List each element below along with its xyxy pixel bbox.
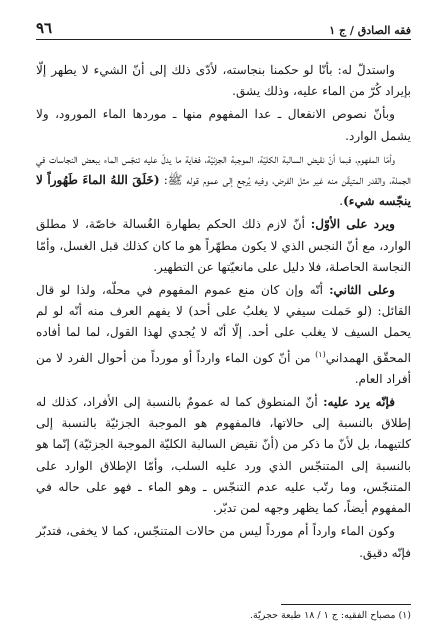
paragraph: [36, 149, 411, 213]
header-rule: [36, 39, 411, 40]
paragraph-lead: فإنّه يرد عليه:: [323, 395, 395, 410]
paragraph-text: أنّ لازم ذلك الحكم بطهارة الغُسالة خاصّة، لا مطلق الوارد، مع أنّ النجس الذي لا يكون مطهّراً هو ما كان كذلك قبل الغسل، وأمّا النجاسة الحاصلة، فلا دليل على مانعيّتها عن التطهير.: [36, 217, 411, 274]
paragraph: [36, 280, 411, 390]
paragraph: [36, 214, 411, 278]
page-number: ٩٦: [36, 19, 53, 37]
paragraph: [36, 104, 411, 146]
paragraph: [36, 60, 411, 102]
paragraph: [36, 521, 411, 563]
running-header: [36, 17, 411, 37]
paragraph-lead: ويرد على الأوّل:: [310, 217, 395, 232]
paragraph-text: أنّه وإن كان منع عموم المفهوم في محلّه، ولذا لو قال القائل: (لو حَملت سيفي لا يغلبُ على أحد) لا يفهم العرف منه أنّه لو لم يحمل السيف لا يغلب على أحد. إلّا أنّه لا يُجدي لهذا القول، لما لما أفاده المحقّق الهمداني: [36, 283, 411, 365]
paragraph-text: وبأنّ نصوص الانفعال ـ عدا المفهوم منها ـ موردها الماء المورود، ولا يشمل الوارد.: [36, 107, 411, 143]
paragraph-text: وكون الماء وارداً أم مورداً ليس من حالات المتنجّس، كما لا يخفى، فتدبّر فإنّه دقيق.: [36, 524, 411, 560]
footnote: (١) مصباح الفقيه: ج ١ / ١٨ طبعة حجريّة.: [249, 610, 411, 621]
paragraph-text: وأمّا المفهوم، فبما أنّ نقيض السالبة الكليّة، الموجبة الجزئيّة، فغاية ما يدلّ عليه تنجّس الماء ببعض النجاسات في الجملة، والقدر المتيقّن منه غير مثل الفرض، وفيه يُرجع إلى عموم قوله ﷺ:: [36, 151, 411, 188]
footnote-marker: (١): [315, 349, 326, 359]
paragraph-lead: وعلى الثاني:: [329, 283, 396, 298]
hadith-quote: (خَلَقَ اللهُ الماءَ طَهُوراً لا ينجّسه شيء): [36, 173, 411, 209]
paragraph-text: من أنّ كون الماء وارداً أو مورداً من أحوال الفرد لا من أفراد العام.: [36, 350, 411, 386]
main-text: [36, 60, 411, 566]
book-title: فقه الصادق / ج ١: [329, 24, 411, 37]
paragraph-text: أنّ المنطوق كما له عمومٌ بالنسبة إلى الأفراد، كذلك له إطلاق بالنسبة إلى حالاتها، فالمفهوم هو الموجبة الجزئيّة بالنسبة إلى كلتيهما، بل لأنّ ما ذكر من (أنّ نقيض السالبة الكليّة الموجبة الجزئيّة) إنّما هو بالنسبة إلى المتنجّس الذي ورد عليه السلب، وأمّا الإطلاق الوارد على المتنجّس، وما رتّب عليه عدم التنجّس ـ وهو الماء ـ فهو على حاله في المفهوم أيضاً، كما يظهر وجهه لمن تدبّر.: [36, 395, 411, 516]
paragraph-text: .: [339, 194, 344, 209]
paragraph: [36, 392, 411, 519]
paragraph-text: واستدلّ له: بأنّا لو حكمنا بنجاسته، لأدّى ذلك إلى أنّ الشيء لا يطهر إلّا بإيراد كُرّ من الماء عليه، وذلك يشق.: [36, 63, 411, 99]
footnote-rule: [281, 604, 411, 605]
